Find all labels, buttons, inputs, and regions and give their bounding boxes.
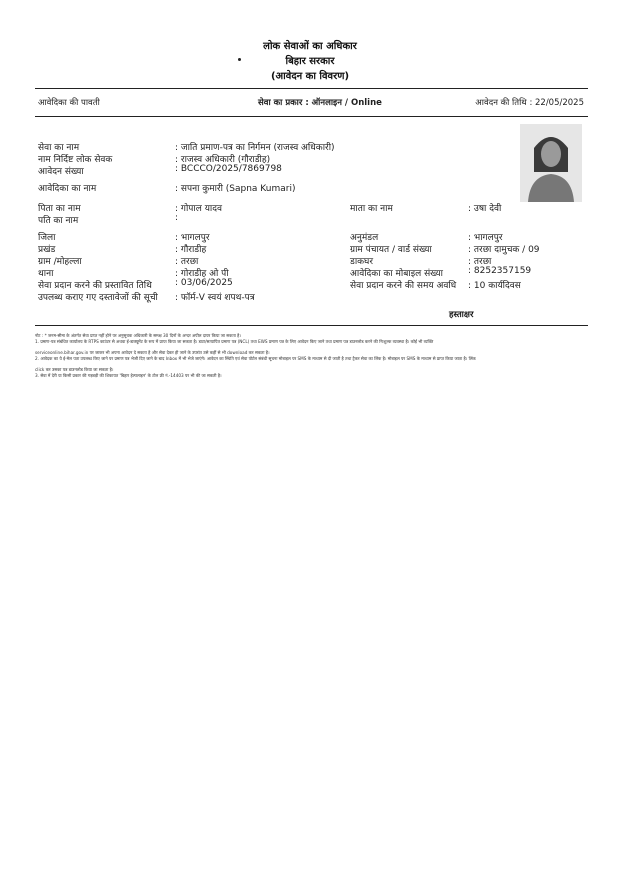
service-name-label: सेवा का नाम: [38, 143, 80, 153]
proposed-date-value: : 03/06/2025: [175, 278, 233, 288]
note-2: 2. आवेदक का ये ई-मेल पता उपलब्ध किए जाने पर प्रमाण पत्र भेजी दिए जाने के बाद Inbox में भी भेजे जाएंगे। आवेदन का स्थिति एवं सेवा पोर्टल संबंधी सूचना मोबाइल पर SMS के माध्यम से दी जाती है तथा ट्रैकर सेवा का लिंक है। मोबाइल पर SMS के माध्यम से प्राप्त किया जाता है। लिंक: [35, 356, 476, 361]
header-caption: (आवेदन का विवरण): [270, 71, 350, 82]
district-label: जिला: [38, 233, 56, 243]
post-value: : तरछा: [468, 257, 492, 267]
header-subtitle: बिहार सरकार: [285, 56, 335, 67]
mother-label: माता का नाम: [350, 204, 393, 214]
note-2b: click कर उसका पत्र डाउनलोड किया जा सकता है।: [35, 367, 114, 372]
person-icon: [520, 124, 582, 202]
note-intro: नोट : * जनम-सीमा के अंतर्गत सेवा प्राप्त नहीं होने पर अनुसूचक अधिकारी के समक्ष 30 दिनों के अन्दर अपील दायर किया जा सकता है।: [35, 333, 241, 338]
service-name-value: : जाति प्रमाण-पत्र का निर्गमन (राजस्व अधिकारी): [175, 143, 335, 153]
block-value: : गौराडीह: [175, 245, 207, 255]
applicant-label: आवेदिका का नाम: [38, 184, 97, 194]
police-value: : गोराडीह ओ पी: [175, 269, 229, 279]
signature-label: हस्ताक्षर: [449, 310, 474, 320]
receipt-label: आवेदिका की पावती: [38, 98, 100, 108]
applicant-photo: [520, 124, 582, 202]
top-divider: [35, 88, 588, 89]
officer-label: नाम निर्दिष्ट लोक सेवक: [38, 155, 113, 165]
dot-mark: [238, 58, 241, 61]
applicant-value: : सपना कुमारी (Sapna Kumari): [175, 184, 296, 194]
app-no-label: आवेदन संख्या: [38, 167, 84, 177]
application-date: आवेदन की तिथि : 22/05/2025: [475, 98, 584, 108]
subdivision-label: अनुमंडल: [350, 233, 379, 243]
documents-value: : फॉर्म-V स्वयं शपथ-पत्र: [175, 293, 255, 303]
note-3: 3. सेवा में देरी या किसी प्रकार की गड़बड़ी की शिकायत 'बिहार हेल्पलाइन' के टोल फ्री नं.-14403 पर भी की जा सकती है।: [35, 373, 222, 378]
duration-label: सेवा प्रदान करने की समय अवधि: [350, 281, 457, 291]
husband-label: पति का नाम: [38, 216, 79, 226]
header-title: लोक सेवाओं का अधिकार: [263, 41, 357, 52]
proposed-date-label: सेवा प्रदान करने की प्रस्तावित तिथि: [38, 281, 152, 291]
bar-divider: [35, 116, 588, 117]
subdivision-value: : भागलपुर: [468, 233, 503, 243]
block-label: प्रखंड: [38, 245, 56, 255]
panchayat-value: : तरछा दामुचक / 09: [468, 245, 540, 255]
service-type: सेवा का प्रकार : ऑनलाइन / Online: [258, 98, 382, 108]
father-value: : गोपाल यादव: [175, 204, 223, 214]
mobile-label: आवेदिका का मोबाइल संख्या: [350, 269, 443, 279]
village-label: ग्राम /मोहल्ला: [38, 257, 82, 267]
police-label: थाना: [38, 269, 54, 279]
bottom-divider: [35, 325, 588, 326]
mother-value: : उषा देवी: [468, 204, 502, 214]
district-value: : भागलपुर: [175, 233, 210, 243]
app-no-value: : BCCCO/2025/7869798: [175, 164, 282, 174]
documents-label: उपलब्ध कराए गए दस्तावेजों की सूची: [38, 293, 158, 303]
note-1b: serviceonline.bihar.gov.in पर जाकर भी अपना आवेदन दे सकता है और सेवा देकर ही जाने के उपरांत उसे कहीं से भी download कर सकता है।: [35, 350, 270, 355]
village-value: : तरछा: [175, 257, 199, 267]
panchayat-label: ग्राम पंचायत / वार्ड संख्या: [350, 245, 432, 255]
husband-value: :: [175, 213, 179, 223]
officer-value: : राजस्व अधिकारी (गौराडीह): [175, 155, 271, 165]
post-label: डाकघर: [350, 257, 374, 267]
note-1: 1. प्रमाण-पत्र संबंधित कार्यालय के RTPS काउंटर से अथवा ई-डाक्यूमेंट के रूप में प्राप्त किया जा सकता है। डाटा/सत्यापित प्रमाण पत्र (NCL) तथा EWS प्रमाण पत्र के लिए आवेदन किए जाने तथा प्रमाण पत्र डाउनलोड करने की निःशुल्क व्यवस्था है। कोई भी व्यक्ति: [35, 339, 434, 344]
mobile-value: : 8252357159: [468, 266, 532, 276]
duration-value: : 10 कार्यदिवस: [468, 281, 521, 291]
father-label: पिता का नाम: [38, 204, 81, 214]
